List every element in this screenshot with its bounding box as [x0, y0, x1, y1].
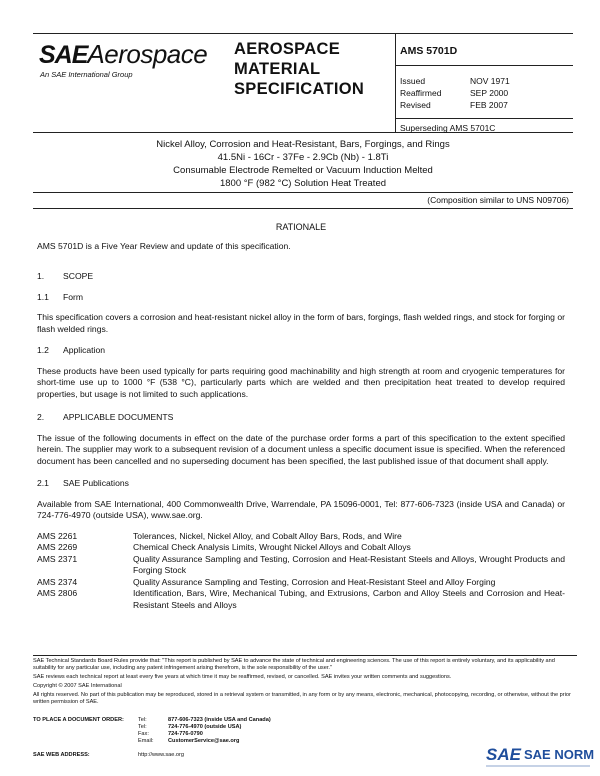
reference-id: AMS 2371: [37, 553, 78, 564]
application-text: These products have been used typically for parts requiring good machinability and high strength at room and cryogenic temperatures for short-time use up to 1000 °F (538 °C), particularly parts which are welded and then precipitation heat treated to develop required properties, but usage is not limited to such applications.: [37, 365, 565, 399]
section-title: SAE Publications: [63, 478, 129, 488]
date-row: [400, 75, 510, 87]
subsection-heading-sae-publications: [37, 478, 565, 490]
title-line: SPECIFICATION: [234, 80, 365, 98]
section-title: SCOPE: [63, 271, 94, 281]
reference-title: Identification, Bars, Wire, Mechanical Tubing, and Extrusions, Carbon and Alloy Steels and Corrosion and Heat-Resistant Steels and Alloys: [133, 588, 565, 610]
title-line: MATERIAL: [234, 60, 321, 78]
rationale-heading: RATIONALE: [275, 222, 327, 232]
superseding-note: Superseding AMS 5701C: [400, 123, 496, 133]
contact-line: [138, 717, 271, 724]
contact-value: CustomerService@sae.org: [168, 738, 240, 744]
subsection-heading-form: [37, 292, 565, 304]
title-line: AEROSPACE: [234, 40, 340, 58]
contact-key: Tel:: [138, 717, 147, 723]
subject-line: Nickel Alloy, Corrosion and Heat-Resistant, Bars, Forgings, and Rings: [156, 139, 450, 150]
sae-publications-text: Available from SAE International, 400 Commonwealth Drive, Warrendale, PA 15096-0001, Tel: 877-606-7323 (inside USA and Canada) or 724-776-4970 (outside USA), www.sae.org.: [37, 498, 565, 520]
section-number: 2.: [37, 412, 45, 422]
web-label: SAE WEB ADDRESS:: [33, 752, 90, 758]
footer-rights-text: All rights reserved. No part of this publication may be reproduced, stored in a retrieval system or transmitted, in any form or by any means, electronic, mechanical, photocopying, recording, or otherwise, without the prior written permission of SAE.: [33, 692, 571, 705]
sae-aerospace-logo: [39, 41, 207, 68]
subsection-heading-application: [37, 345, 565, 357]
contact-line: [138, 731, 203, 738]
applicable-documents-text: The issue of the following documents in effect on the date of the purchase order forms a part of this specification to the extent specified herein. The supplier may work to a subsequent revision of a document unless a specific document issue is specified. When the referenced document has been cancelled and no superseding document has been specified, the last published issue of that document shall apply.: [37, 432, 565, 466]
contact-line: [138, 724, 241, 731]
section-number: 1.: [37, 271, 45, 281]
reference-id: AMS 2374: [37, 576, 78, 587]
contact-value: 724-776-0790: [168, 731, 203, 737]
section-title: APPLICABLE DOCUMENTS: [63, 412, 174, 422]
document-body: [37, 222, 565, 611]
footer-rules-text: SAE Technical Standards Board Rules provide that: "This report is published by SAE to advance the state of technical and engineering sciences. The use of this report is entirely voluntary, and its applicability and suitability for any particular use, including any patent infringement arising therefrom, is the sole responsibility of the user.": [33, 658, 555, 671]
badge-text: SAE NORM: [524, 747, 594, 762]
section-number: 1.2: [37, 345, 49, 355]
reference-row: [37, 531, 565, 543]
date-value: FEB 2007: [470, 100, 508, 110]
section-heading-applicable-documents: [37, 412, 565, 424]
badge-sae-mark: SAE: [486, 745, 521, 764]
date-label: Reaffirmed: [400, 88, 442, 98]
logo-subtitle: An SAE International Group: [40, 70, 133, 79]
footer-copyright: Copyright © 2007 SAE International: [33, 683, 122, 689]
date-value: NOV 1971: [470, 76, 510, 86]
reference-row: [37, 577, 565, 589]
date-label: Revised: [400, 100, 431, 110]
reference-title: Chemical Check Analysis Limits, Wrought Nickel Alloys and Cobalt Alloys: [133, 542, 411, 552]
reference-id: AMS 2261: [37, 530, 78, 541]
reference-title: Quality Assurance Sampling and Testing, Corrosion and Heat-Resistant Steel and Alloy Forging: [133, 576, 496, 587]
section-heading-scope: [37, 271, 565, 283]
subject-line: Consumable Electrode Remelted or Vacuum Induction Melted: [173, 165, 433, 176]
section-number: 1.1: [37, 291, 49, 302]
document-header: [33, 33, 573, 133]
subject-line: 1800 °F (982 °C) Solution Heat Treated: [219, 178, 387, 189]
legal-footer: [33, 658, 577, 706]
reference-title: Tolerances, Nickel, Nickel Alloy, and Cobalt Alloy Bars, Rods, and Wire: [133, 530, 402, 541]
date-label: Issued: [400, 76, 426, 86]
form-text: This specification covers a corrosion and heat-resistant nickel alloy in the form of bars, forgings, flash welded rings, and stock for forging or flash welded rings.: [37, 312, 565, 334]
contact-key: Fax:: [138, 731, 149, 737]
document-id: AMS 5701D: [400, 45, 458, 57]
web-address-link[interactable]: http://www.sae.org: [138, 752, 185, 758]
section-number: 2.1: [37, 478, 49, 488]
sae-norm-watermark: [484, 742, 594, 772]
issue-dates: [400, 75, 510, 111]
reference-id: AMS 2269: [37, 542, 78, 552]
footer-review-text: SAE reviews each technical report at least every five years at which time it may be reaffirmed, revised, or cancelled. SAE invites your written comments and suggestions.: [33, 674, 452, 680]
date-value: SEP 2000: [470, 88, 509, 98]
rationale-text: AMS 5701D is a Five Year Review and update of this specification.: [37, 240, 291, 251]
logo-word: Aerospace: [87, 39, 208, 69]
section-title: Application: [63, 345, 106, 355]
reference-row: [37, 588, 565, 611]
reference-list: [37, 531, 565, 612]
material-description: [33, 138, 573, 190]
contact-value: 877-606-7323 (inside USA and Canada): [168, 717, 271, 723]
reference-title: Quality Assurance Sampling and Testing, Corrosion and Heat-Resistant Steels and Alloys, Wrought Products and Forging Stock: [133, 553, 565, 575]
reference-row: [37, 554, 565, 577]
section-title: Form: [63, 291, 84, 302]
date-row: [400, 99, 510, 111]
spec-title: [234, 39, 364, 99]
contact-line: [138, 738, 239, 745]
composition-note: (Composition similar to UNS N09706): [427, 195, 569, 205]
order-label: TO PLACE A DOCUMENT ORDER:: [33, 717, 124, 723]
logo-brand: SAE: [39, 41, 88, 69]
contact-key: Email:: [138, 738, 154, 744]
reference-id: AMS 2806: [37, 588, 78, 598]
reference-row: [37, 542, 565, 554]
subject-line: 41.5Ni - 16Cr - 37Fe - 2.9Cb (Nb) - 1.8Ti: [217, 152, 389, 163]
contact-key: Tel:: [138, 724, 147, 730]
date-row: [400, 87, 510, 99]
contact-value: 724-776-4970 (outside USA): [168, 724, 242, 730]
